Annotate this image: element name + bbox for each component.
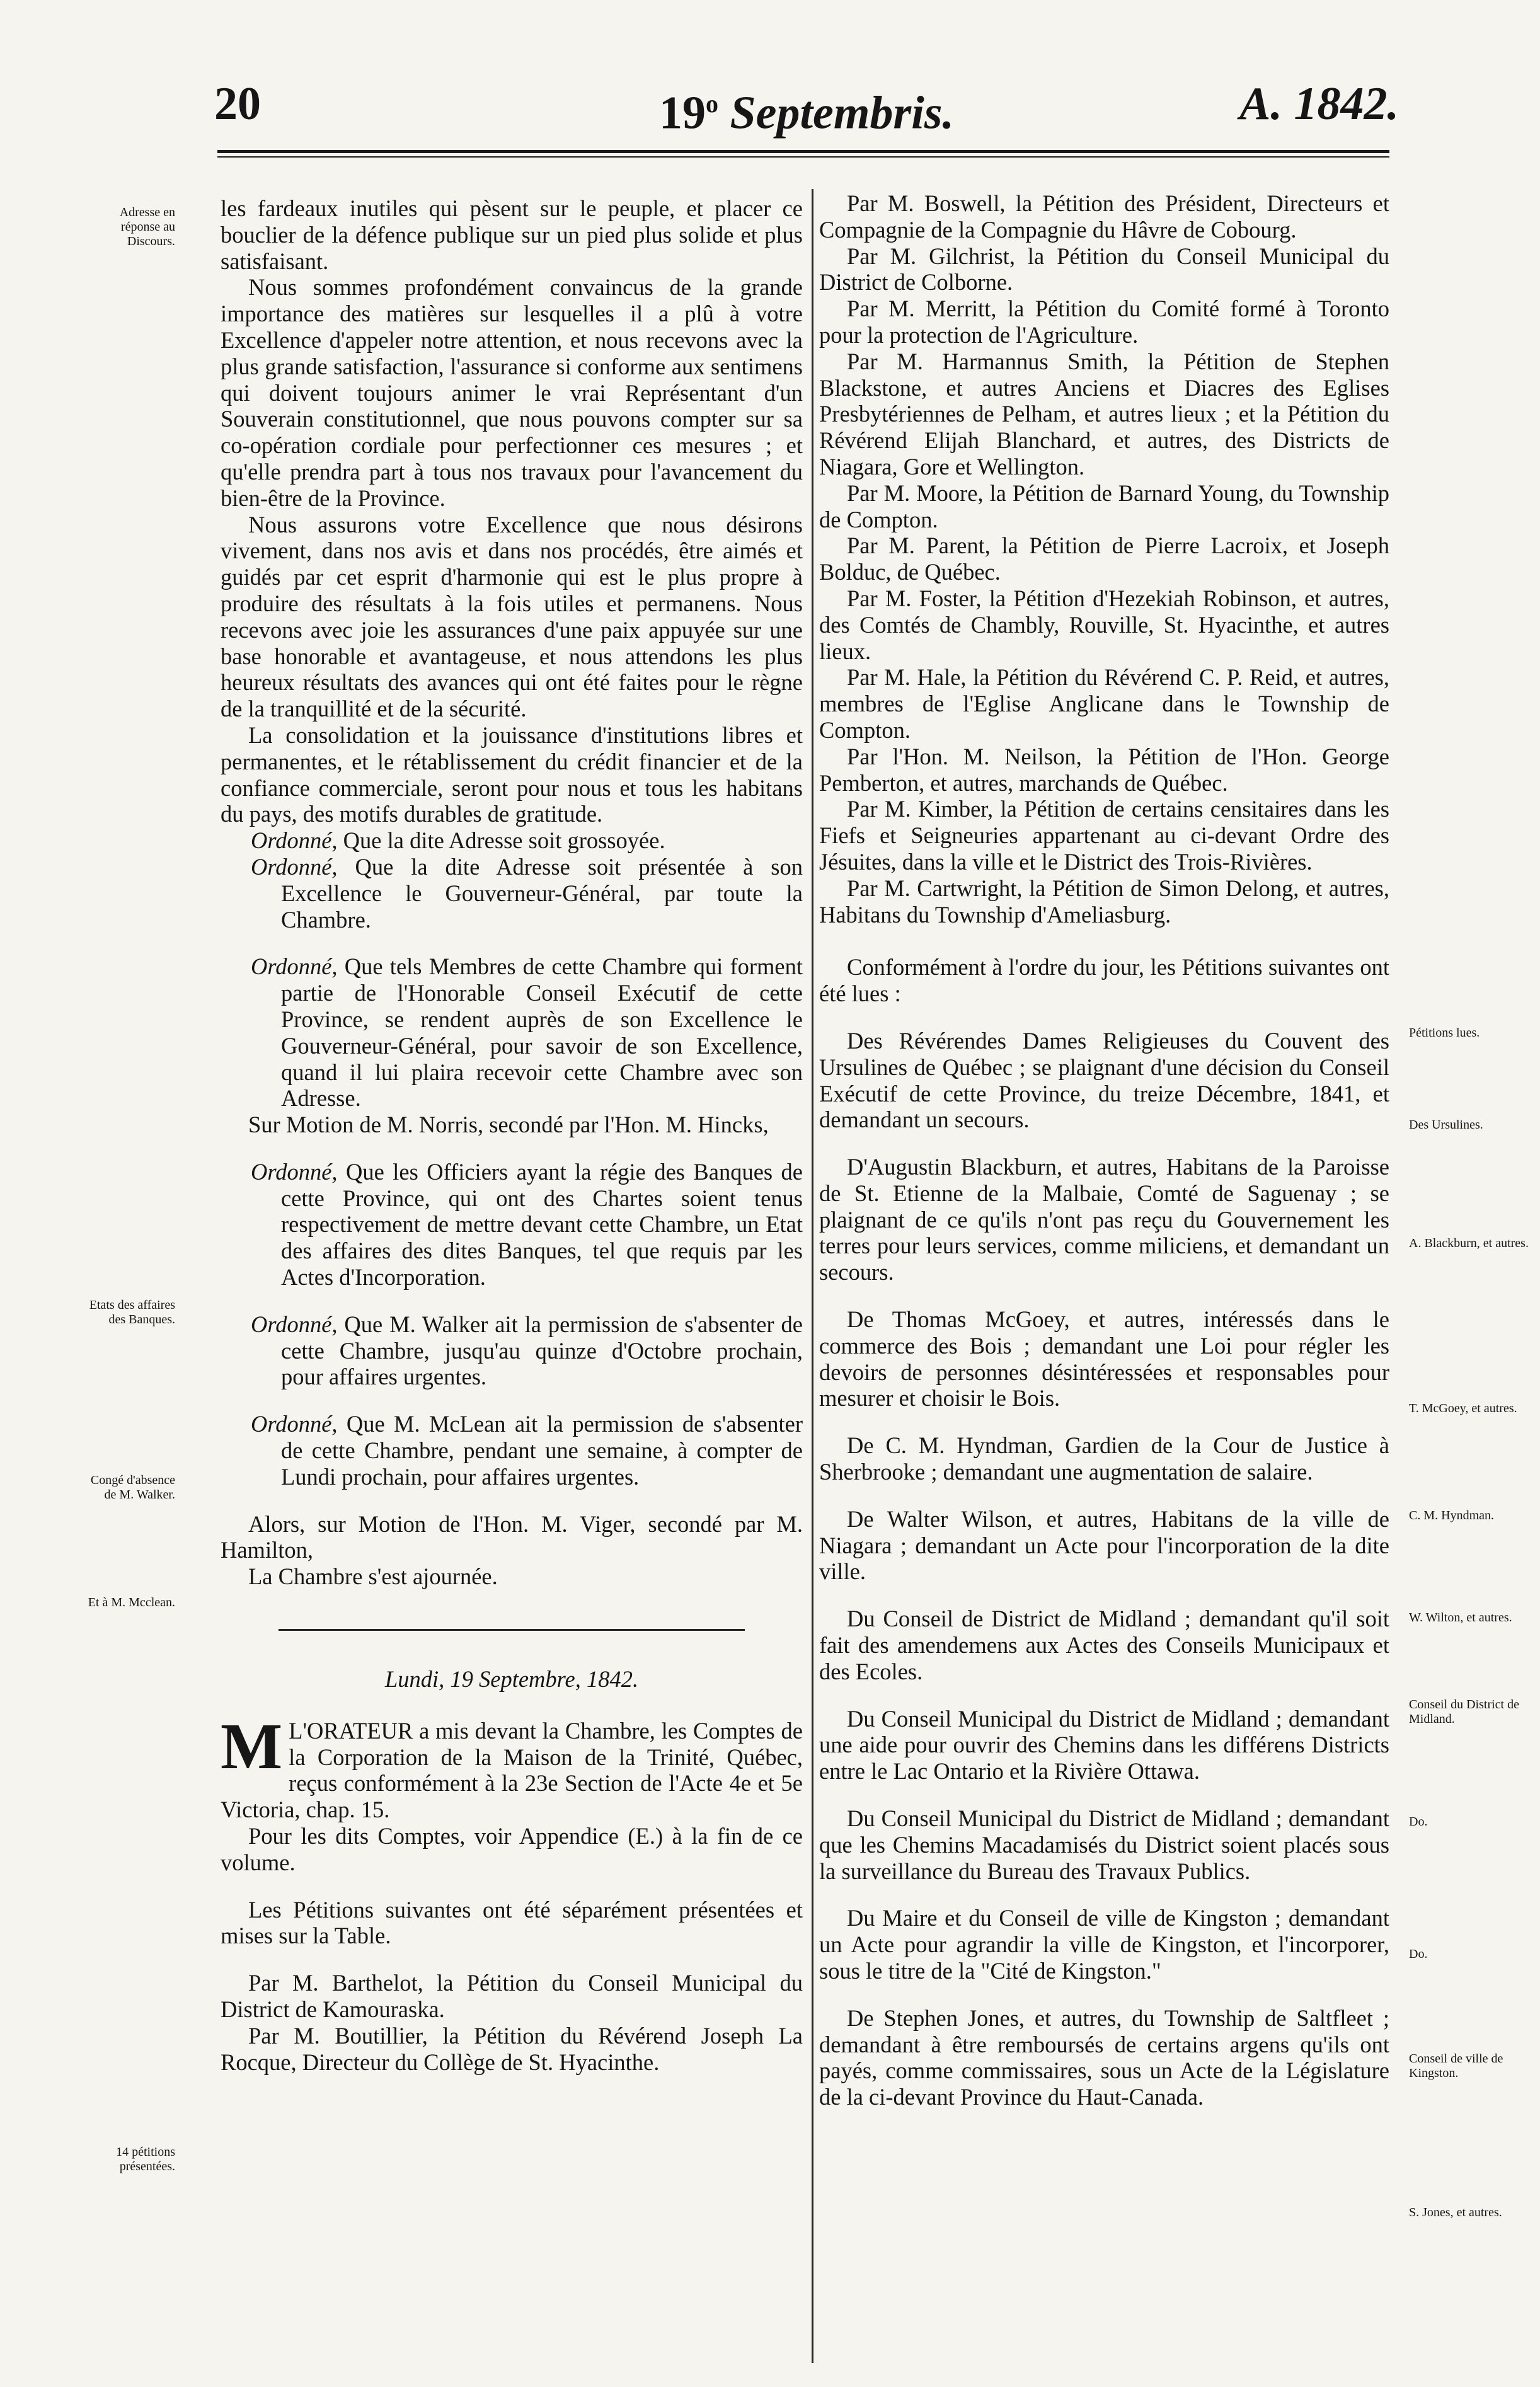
column-divider [812,189,813,2363]
paragraph: Pour les dits Comptes, voir Appendice (E.) à la fin de ce volume. [221,1823,803,1875]
order-text: Que M. Walker ait la permission de s'absenter de cette Chambre, jusqu'au quinze d'Octobre prochain, pour affaires urgentes. [281,1311,803,1390]
date-month: Septembris. [730,87,955,139]
order-paragraph [221,1411,803,1490]
petition-paragraph: Du Maire et du Conseil de ville de Kingston ; demandant un Acte pour agrandir la ville de Kingston, et l'incorporer, sous le titre de la "Cité de Kingston." [819,1905,1389,1984]
margin-note: Do. [1409,1947,1428,1961]
paragraph: Par M. Barthelot, la Pétition du Conseil Municipal du District de Kamouraska. [221,1970,803,2023]
petition-paragraph: Par M. Cartwright, la Pétition de Simon Delong, et autres, Habitans du Township d'Ameliasburg. [819,875,1389,928]
date-sup: o [705,89,718,118]
order-label: Ordonné, [251,1311,338,1337]
margin-note: A. Blackburn, et autres. [1409,1236,1529,1250]
order-paragraph [221,1311,803,1390]
paragraph: les fardeaux inutiles qui pèsent sur le peuple, et placer ce bouclier de la défence publique sur un pied plus solide et plus satisfaisant. [221,195,803,274]
paragraph: La Chambre s'est ajournée. [248,1563,498,1590]
petition-paragraph: D'Augustin Blackburn, et autres, Habitans de la Paroisse de St. Etienne de la Malbaie, Comté de Saguenay ; se plaignant de ce qu'ils n'ont pas reçu du Gouvernement les terres pour leurs services, comme miliciens, et demandant un secours. [819,1154,1389,1286]
header-rule-thin [217,156,1389,158]
drop-cap: M [221,1710,283,1783]
order-paragraph [221,953,803,1112]
petition-paragraph: De Walter Wilson, et autres, Habitans de la ville de Niagara ; demandant un Acte pour l'incorporation de la dite ville. [819,1505,1389,1585]
margin-note: Conseil du District de Midland. [1409,1698,1519,1726]
order-paragraph [221,854,803,933]
margin-note: W. Wilton, et autres. [1409,1611,1512,1625]
petition-paragraph: De Stephen Jones, et autres, du Township de Saltfleet ; demandant à être remboursés de certains argens qu'ils ont payés, comme commissaires, sous un Acte de la Législature de la ci-devant Province du Haut-Canada. [819,2005,1389,2110]
order-label: Ordonné, [251,1158,338,1185]
page-number: 20 [214,78,261,130]
page-year: A. 1842. [1239,78,1399,130]
order-paragraph [221,827,803,854]
right-column [819,190,1389,2110]
paragraph-text: L'ORATEUR a mis devant la Chambre, les Comptes de la Corporation de la Maison de la Trinité, Québec, reçus conformément à la 23e Section de l'Acte 4e et 5e Victoria, chap. 15. [221,1717,803,1823]
order-paragraph [221,1159,803,1291]
paragraph: Par M. Boutillier, la Pétition du Révérend Joseph La Rocque, Directeur du Collège de St. Hyacinthe. [221,2022,803,2075]
margin-note: 14 pétitions présentées. [116,2145,175,2173]
petition-paragraph: Par M. Kimber, la Pétition de certains censitaires dans les Fiefs et Seigneuries appartenant au ci-devant Ordre des Jésuites, dans la ville et le District des Trois-Rivières. [819,796,1389,875]
page-header [214,69,1399,139]
page-date [214,69,1399,148]
order-text: Que les Officiers ayant la régie des Banques de cette Province, qui ont des Chartes soient tenus respectivement de mettre devant cette Chambre, un Etat des affaires des dites Banques, tel que requis par les Actes d'Incorporation. [281,1158,803,1291]
paragraph-dropcap [221,1710,803,1823]
petition-paragraph: Par l'Hon. M. Neilson, la Pétition de l'Hon. George Pemberton, et autres, marchands de Québec. [819,743,1389,796]
petition-paragraph: Par M. Moore, la Pétition de Barnard Young, du Township de Compton. [819,480,1389,532]
left-column [221,195,803,2075]
section-dateline: Lundi, 19 Septembre, 1842. [384,1666,639,1693]
header-rule [217,150,1389,153]
section-divider [279,1629,744,1631]
order-label: Ordonné, [251,853,338,880]
paragraph: Alors, sur Motion de l'Hon. M. Viger, secondé par M. Hamilton, [221,1510,803,1563]
margin-note: Do. [1409,1815,1428,1829]
petition-paragraph: Du Conseil de District de Midland ; demandant qu'il soit fait des amendemens aux Actes des Conseils Municipaux et des Ecoles. [819,1606,1389,1684]
paragraph: Les Pétitions suivantes ont été séparément présentées et mises sur la Table. [221,1896,803,1949]
margin-note: Et à M. Mcclean. [88,1596,175,1609]
margin-note: Etats des affaires des Banques. [89,1298,175,1326]
order-text: Que la dite Adresse soit grossoyée. [337,827,665,854]
motion-paragraph: Sur Motion de M. Norris, secondé par l'Hon. M. Hincks, [248,1112,769,1138]
paragraph: Nous sommes profondément convaincus de la grande importance des matières sur lesquelles il a plû à votre Excellence d'appeler notre attention, et nous recevons avec la plus grande satisfaction, l'assurance si conforme aux sentimens qui doivent toujours animer le vrai Représentant d'un Souverain constitutionnel, que nous pouvons compter sur sa co-opération cordiale pour perfectionner ces mesures ; et qu'elle prendra part à tous nos travaux pour l'avancement du bien-être de la Province. [221,274,803,511]
petition-paragraph: De C. M. Hyndman, Gardien de la Cour de Justice à Sherbrooke ; demandant une augmentation de salaire. [819,1432,1389,1485]
petition-paragraph: Par M. Gilchrist, la Pétition du Conseil Municipal du District de Colborne. [819,243,1389,296]
petition-paragraph: Conformément à l'ordre du jour, les Pétitions suivantes ont été lues : [819,954,1389,1007]
margin-note: Adresse en réponse au Discours. [119,205,175,248]
margin-note: S. Jones, et autres. [1409,2206,1502,2219]
margin-note: Des Ursulines. [1409,1118,1483,1132]
margin-note: Conseil de ville de Kingston. [1409,2052,1503,2080]
date-day: 19 [658,87,706,139]
petition-paragraph: Par M. Boswell, la Pétition des Président, Directeurs et Compagnie de la Compagnie du Hâvre de Cobourg. [819,190,1389,243]
order-label: Ordonné, [251,827,338,854]
petition-paragraph: De Thomas McGoey, et autres, intéressés dans le commerce des Bois ; demandant une Loi pour régler les devoirs de personnes désintéressées et responsables pour mesurer et choisir le Bois. [819,1306,1389,1412]
paragraph: Nous assurons votre Excellence que nous désirons vivement, dans nos avis et dans nos procédés, être aimés et guidés par cet esprit d'harmonie qui est le plus propre à produire des résultats à la fois utiles et permanens. Nous recevons avec joie les assurances d'une paix appuyée sur une base honorable et avantageuse, et nous attendons les plus heureux résultats des avances qui ont été faites pour le règne de la tranquillité et de la sécurité. [221,511,803,722]
petition-paragraph: Du Conseil Municipal du District de Midland ; demandant une aide pour ouvrir des Chemins dans les différens Districts entre le Lac Ontario et la Rivière Ottawa. [819,1705,1389,1785]
petition-paragraph: Par M. Merritt, la Pétition du Comité formé à Toronto pour la protection de l'Agriculture. [819,296,1389,348]
petition-paragraph: Par M. Parent, la Pétition de Pierre Lacroix, et Joseph Bolduc, de Québec. [819,532,1389,585]
petition-paragraph: Du Conseil Municipal du District de Midland ; demandant que les Chemins Macadamisés du District soient placés sous la surveillance du Bureau des Travaux Publics. [819,1805,1389,1884]
petition-paragraph: Par M. Hale, la Pétition du Révérend C. P. Reid, et autres, membres de l'Eglise Anglicane dans le Township de Compton. [819,664,1389,743]
order-label: Ordonné, [251,953,338,980]
order-text: Que tels Membres de cette Chambre qui forment partie de l'Honorable Conseil Exécutif de cette Province, se rendent auprès de son Excellence le Gouverneur-Général, pour savoir de son Excellence, quand il lui plaira recevoir cette Chambre avec son Adresse. [281,953,803,1112]
petition-paragraph: Par M. Harmannus Smith, la Pétition de Stephen Blackstone, et autres Anciens et Diacres des Eglises Presbytériennes de Pelham, et autres lieux ; et la Pétition du Révérend Elijah Blanchard, et autres, des Districts de Niagara, Gore et Wellington. [819,348,1389,480]
order-label: Ordonné, [251,1411,338,1437]
margin-note: T. McGoey, et autres. [1409,1401,1517,1415]
petition-paragraph: Des Révérendes Dames Religieuses du Couvent des Ursulines de Québec ; se plaignant d'une décision du Conseil Exécutif de cette Province, du treize Décembre, 1841, et demandant un secours. [819,1027,1389,1133]
order-text: Que M. McLean ait la permission de s'absenter de cette Chambre, pendant une semaine, à compter de Lundi prochain, pour affaires urgentes. [281,1411,803,1490]
petition-paragraph: Par M. Foster, la Pétition d'Hezekiah Robinson, et autres, des Comtés de Chambly, Rouville, St. Hyacinthe, et autres lieux. [819,585,1389,664]
order-text: Que la dite Adresse soit présentée à son Excellence le Gouverneur-Général, par toute la Chambre. [281,853,803,933]
margin-note: C. M. Hyndman. [1409,1509,1494,1522]
paragraph: La consolidation et la jouissance d'institutions libres et permanentes, et le rétablissement du crédit financier et de la confiance commerciale, seront pour nous et tous les habitans du pays, des motifs durables de gratitude. [221,722,803,827]
margin-note: Pétitions lues. [1409,1026,1480,1040]
margin-note: Congé d'absence de M. Walker. [90,1473,175,1502]
